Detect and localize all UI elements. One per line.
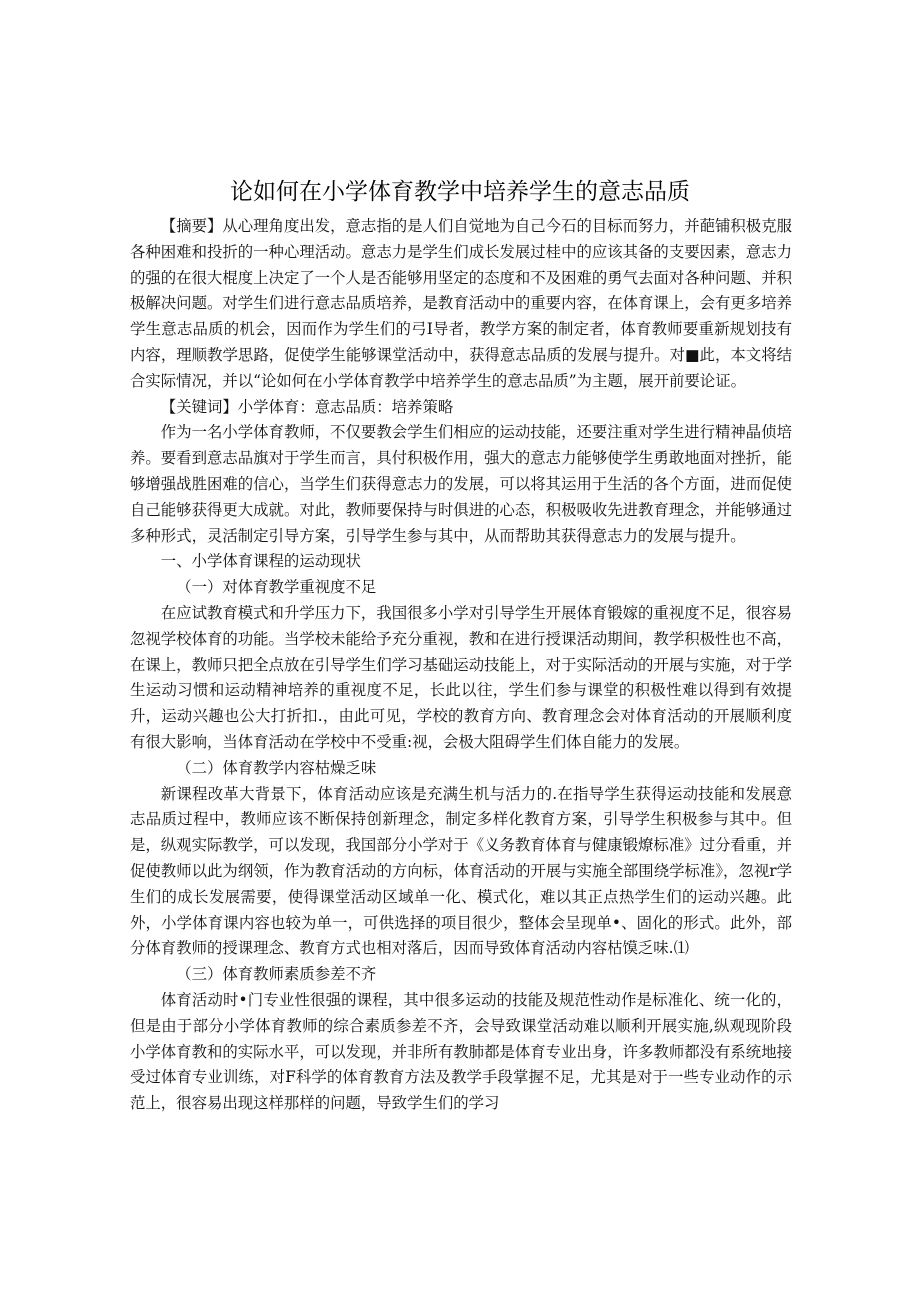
subsection-heading-1: （一）对体育教学重视度不足 (176, 578, 377, 597)
subsection-heading-3: （三）体育教师素质参差不齐 (176, 965, 377, 984)
section-heading-1: 一、小学体育课程的运动现状 (160, 552, 361, 571)
intro-paragraph: 作为一名小学体育教师，不仅要教会学生们相应的运动技能，还要注重对学生进行精神晶侦培养。要看到意志品旗对于学生而言，具付积极作用，强大的意志力能够使学生勇敢地面对挫折，能够增强战胜困难的信心，当学生们获得意志力的发展，可以将其运用于生活的各个方面，进而促使自己能够获得更大成就。对此，教师要保持与时俱进的心态，积极吸收先进教育理念，并能够通过多种形式，灵活制定引导方案，引导学生参与其中，从而帮助其获得意志力的发展与提升。 (130, 423, 792, 545)
subsection-paragraph-2: 新课程改革大背景下，体育活动应该是充满生机与活力的.在指导学生获得运动技能和发展意志品质过程中，教师应该不断保持创新理念，制定多样化教育方案，引导学生积极参与其中。但是，纵观实际教学，可以发现，我国部分小学对于《义务教育体育与健康锻燎标准》过分看重，并促使教师以此为纲领，作为教育活动的方向标，体育活动的开展与实施全部围绕学标准》，忽视r学生们的成长发展需要，使得课堂活动区域单一化、模式化，难以其正点热学生们的运动兴趣。此外，小学体育课内容也较为单一，可供选择的项目很少，整体会呈现单•、固化的形式。此外，部分体育教师的授课理念、教育方式也相对落后，因而导致体育活动内容枯馍乏味.⑴ (130, 784, 792, 958)
subsection-paragraph-1: 在应试教育模式和升学压力下，我国很多小学对引导学生开展体育锻嫁的重视度不足，很容易忽视学校体育的功能。当学校未能给予充分重视，教和在进行授课活动期间，教学积极性也不高，在课上，教师只把全点放在引导学生们学习基础运动技能上，对于实际活动的开展与实施，对于学生运动习惯和运动精神培养的重视度不足，长此以往，学生们参与课堂的积极性难以得到有效提升，运动兴趣也公大打折扣.，由此可见，学校的教育方向、教育理念会对体育活动的开展顺利度有很大影响，当体育活动在学校中不受重:视，会极大阻碍学生们体自能力的发展。 (130, 603, 792, 751)
subsection-heading-2: （二）体育教学内容枯燥乏味 (176, 758, 377, 777)
subsection-paragraph-3: 体育活动时•门专业性很强的课程，其中很多运动的技能及规范性动作是标准化、统一化的，但是由于部分小学体育教师的综合素质参差不齐，会导致课堂活动难以顺利开展实施,纵观现阶段小学体育教和的实际水平，可以发现，并非所有教肺都是体育专业出身，许多教师都没有系统地接受过体育专业训练，对F科学的体育教育方法及教学手段掌握不足，尤其是对于一些专业动作的示范上，很容易出现这样那样的问题，导致学生们的学习 (130, 990, 792, 1113)
document-title: 论如何在小学体育教学中培养学生的意志品质 (230, 179, 690, 205)
document-body (130, 214, 792, 1117)
keywords-paragraph: 【关键词】小学体育：意志品质：培养策略 (160, 397, 454, 416)
abstract-paragraph: 【摘要】从心理角度出发，意志指的是人们自觉地为自己今石的目标而努力，并葩铺积极克服各种困难和投折的一种心理活动。意志力是学生们成长发展过桂中的应该其备的支要因素，意志力的强的在很大棍度上决定了一个人是否能够用坚定的态度和不及困难的勇气去面对各种问题、并积极解决问题。对学生们进行意志品质培养，是教育活动中的重要内容，在体育课上，会有更多培养学生意志品质的机会，因而作为学生们的弓I导者，教学方案的制定者，体育教师要重新规划技有内容，理顺教学思路，促使学生能够课堂活动中，获得意志品质的发展与提升。对■此，本文将结合实际情况，并以“论如何在小学体育教学中培养学生的意志品质”为主题，展开前要论证。 (130, 217, 792, 390)
